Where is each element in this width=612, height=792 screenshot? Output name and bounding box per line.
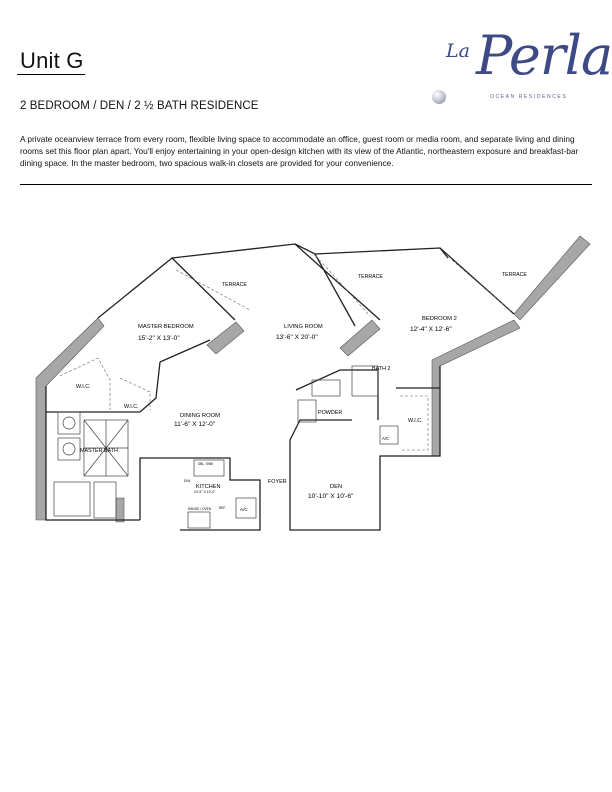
kitchen-label: KITCHEN (196, 484, 221, 490)
pearl-icon (432, 90, 446, 104)
kitchen-dims: 10'-6" X 10'-0" (194, 490, 216, 494)
ac-label-2: A/C (382, 436, 389, 441)
master-bedroom-label: MASTER BEDROOM (138, 324, 194, 330)
wic-label-3: W.I.C. (408, 418, 423, 424)
range-label: RANGE / OVEN (188, 507, 212, 511)
terrace-label-3: TERRACE (502, 272, 527, 278)
living-room-dims: 13'-6" X 20'-0" (276, 334, 318, 341)
foyer-label: FOYER (268, 479, 287, 485)
logo-la-text: La (446, 40, 470, 62)
sink-label: DBL. SINK (198, 462, 214, 466)
logo-tagline: OCEAN RESIDENCES (490, 94, 568, 100)
unit-title: Unit G (20, 48, 84, 73)
unit-description: A private oceanview terrace from every room, flexible living space to accommodate an office, guest room or media room, and separate living and dining rooms set this floor plan apart. You'll enjoy entertaining in your open-design kitchen with its view of the Atlantic, northeastern exposure and breakfast-bar dining space. In the master bedroom, two spacious walk-in closets are provided for your convenience. (20, 134, 579, 168)
wic-label-1: W.I.C. (76, 384, 91, 390)
master-bath-label: MASTER BATH (80, 448, 118, 454)
wic-label-2: W.I.C. (124, 404, 139, 410)
bath-2-label: BATH 2 (372, 366, 391, 372)
dining-room-label: DINING ROOM (180, 413, 220, 419)
ac-label-1: A/C (240, 507, 248, 512)
master-bedroom-dims: 15'-2" X 13'-0" (138, 335, 180, 342)
bedroom-2-dims: 12'-4" X 12'-6" (410, 326, 452, 333)
title-underline (17, 74, 85, 75)
fixtures (54, 366, 398, 528)
den-dims: 10'-10" X 10'-6" (308, 493, 354, 500)
dw-label: D/W (184, 479, 191, 483)
la-perla-logo (428, 22, 612, 118)
unit-subtitle: 2 BEDROOM / DEN / 2 ½ BATH RESIDENCE (20, 100, 259, 112)
exterior-walls (36, 236, 590, 522)
living-room-label: LIVING ROOM (284, 324, 323, 330)
terrace-label-1: TERRACE (222, 282, 247, 288)
dining-room-dims: 11'-6" X 12'-0" (174, 421, 216, 428)
powder-label: POWDER (318, 410, 343, 416)
divider (20, 184, 592, 185)
logo-perla-text: Perla (476, 24, 612, 87)
ref-label: REF. (219, 506, 226, 510)
den-label: DEN (330, 484, 343, 490)
terrace-label-2: TERRACE (358, 274, 383, 280)
floor-plan (0, 230, 612, 560)
bedroom-2-label: BEDROOM 2 (422, 316, 457, 322)
